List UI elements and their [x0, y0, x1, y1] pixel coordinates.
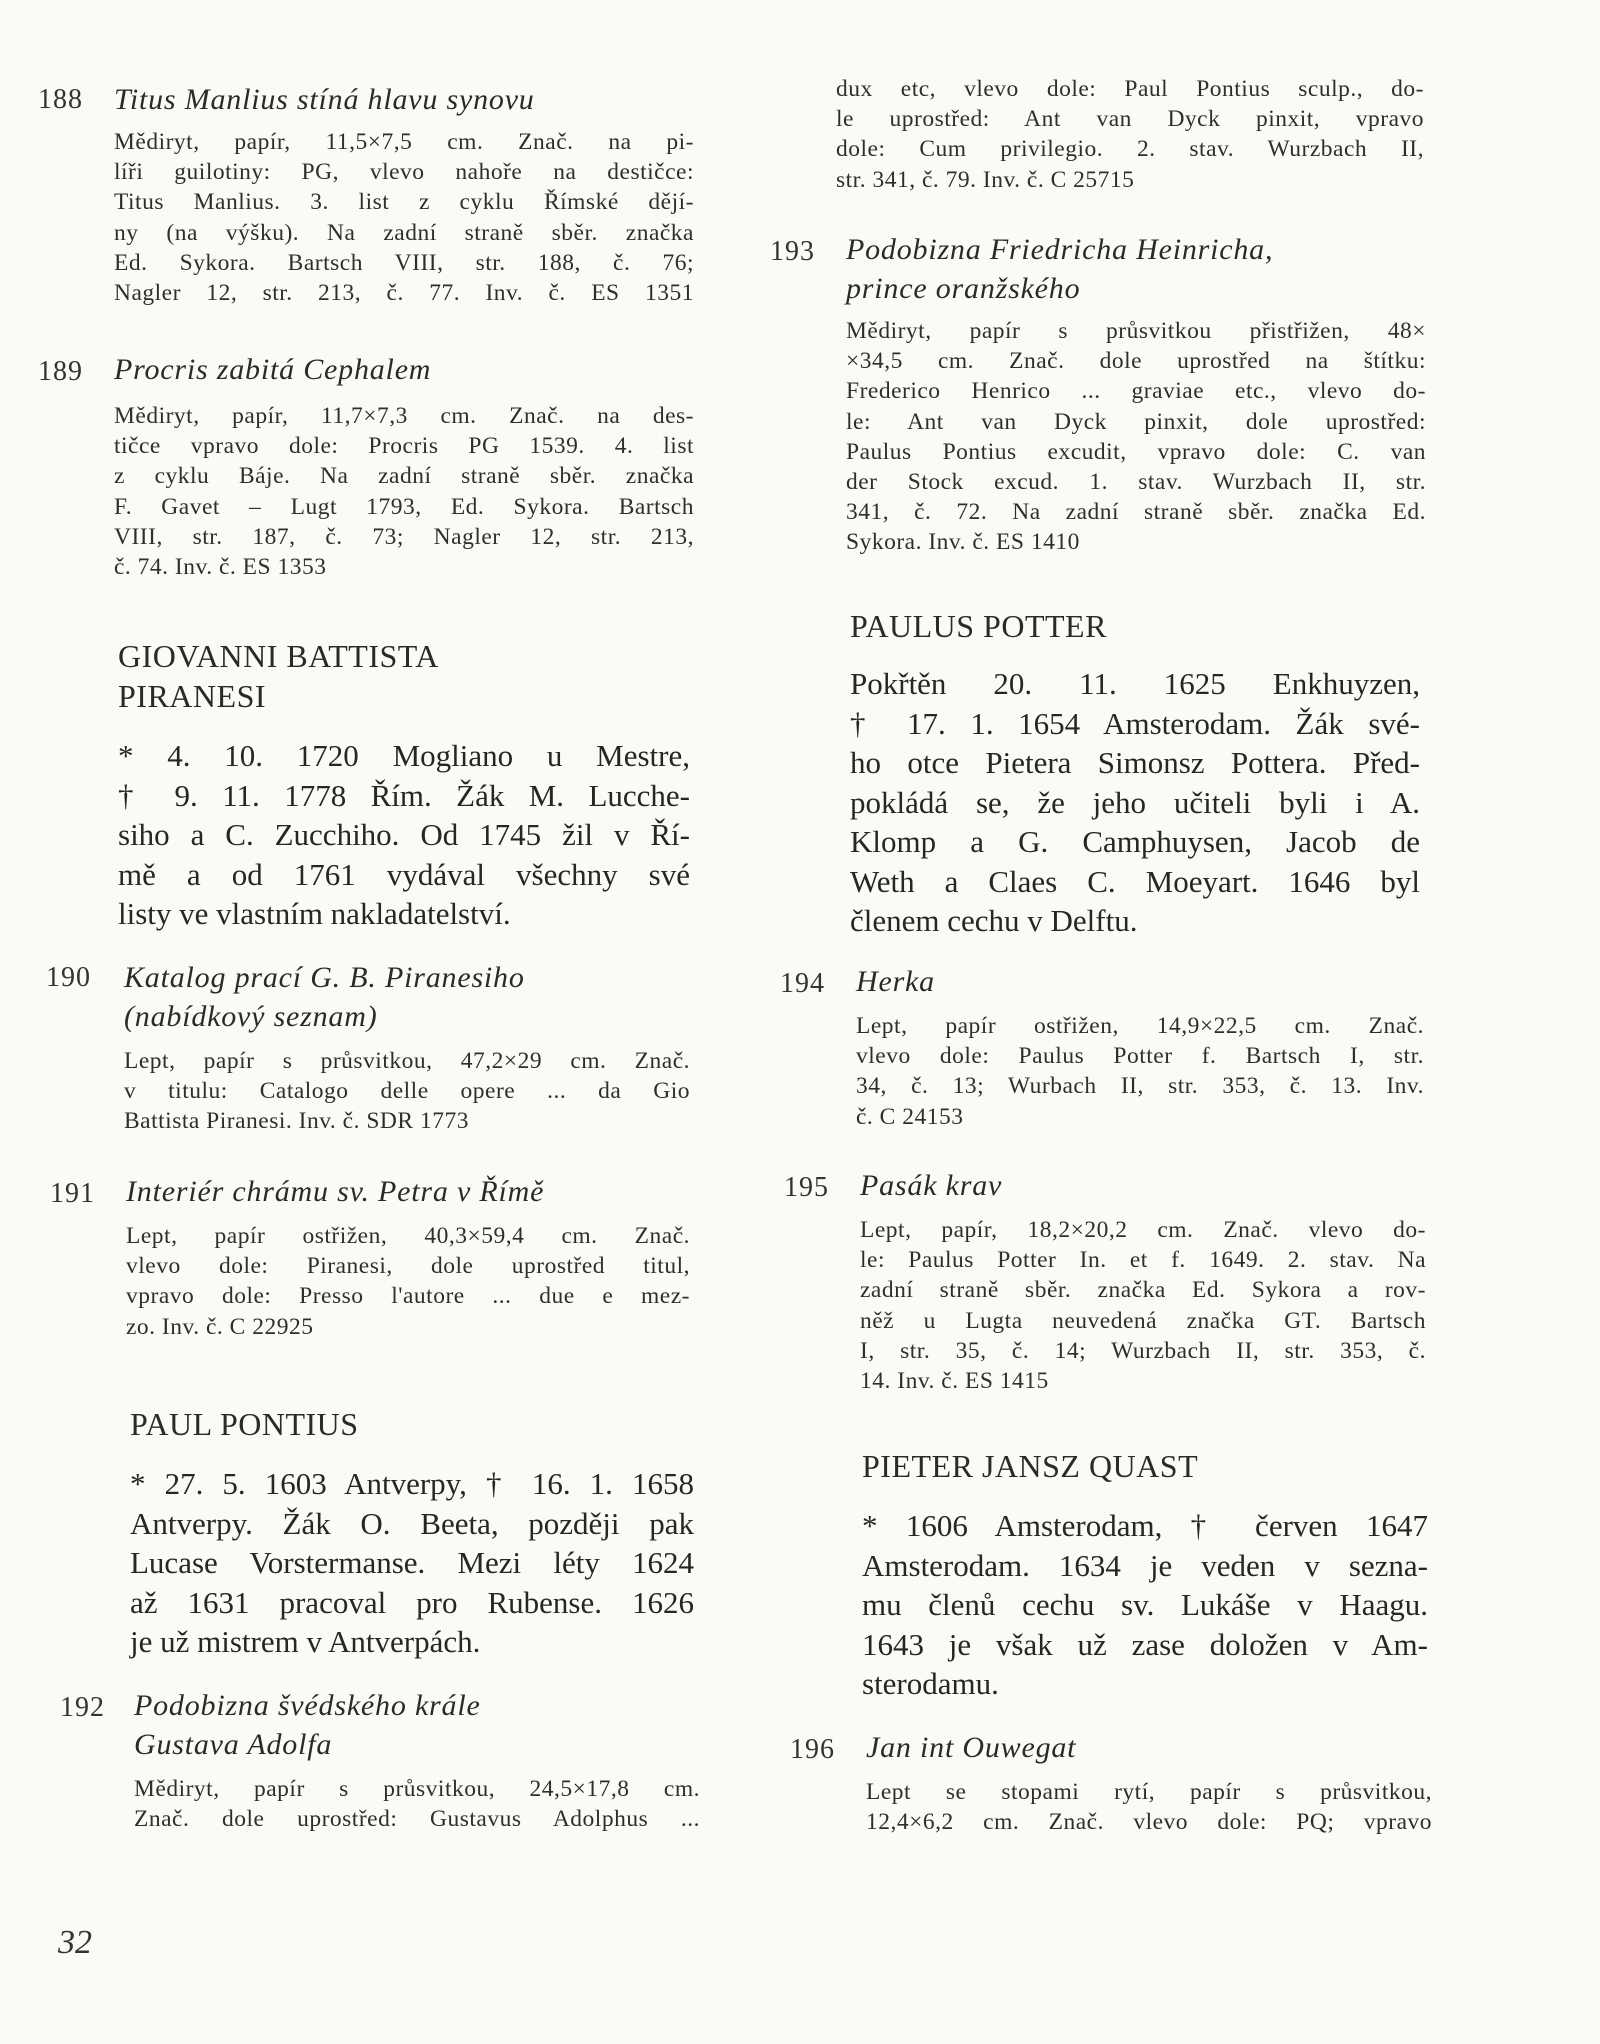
entry-title	[856, 962, 1424, 1001]
desc-line: F. Gavet – Lugt 1793, Ed. Sykora. Bartsch	[114, 493, 694, 520]
desc-line: le: Paulus Potter In. et f. 1649. 2. stav. Na	[860, 1247, 1426, 1274]
entry-title-line: prince oranžského	[846, 272, 1081, 305]
artist-name-line: PAUL PONTIUS	[130, 1406, 359, 1442]
desc-line: vlevo dole: Piranesi, dole uprostřed titul,	[126, 1253, 690, 1280]
entry-title-line: Gustava Adolfa	[134, 1728, 333, 1761]
desc-line: Mědiryt, papír s průsvitkou přistřižen, 48×	[846, 318, 1426, 344]
bio-line: Weth a Claes C. Moeyart. 1646 byl	[850, 863, 1420, 899]
desc-line: 12,4×6,2 cm. Znač. vlevo dole: PQ; vpravo	[866, 1809, 1432, 1836]
entry-title-line: Herka	[856, 965, 935, 998]
artist-name-line: PIRANESI	[118, 678, 267, 714]
entry-number: 188	[38, 84, 83, 115]
desc-line: č. C 24153	[856, 1103, 964, 1130]
desc-line: líři guilotiny: PG, vlevo nahoře na destičce:	[114, 159, 694, 186]
catalog-entry-194	[856, 962, 1424, 1132]
desc-line: Sykora. Inv. č. ES 1410	[846, 529, 1080, 556]
page-number: 32	[58, 1924, 92, 1961]
desc-line: dole: Cum privilegio. 2. stav. Wurzbach II,	[836, 136, 1424, 163]
desc-line: Frederico Henrico ... graviae etc., vlevo do-	[846, 378, 1426, 405]
entry-description	[866, 1777, 1432, 1837]
entry-description	[124, 1046, 690, 1137]
desc-line: z cyklu Báje. Na zadní straně sběr. značka	[114, 463, 694, 490]
entry-number: 191	[50, 1178, 95, 1209]
entry-description	[134, 1774, 700, 1834]
desc-line: Lept, papír ostřižen, 14,9×22,5 cm. Znač.	[856, 1013, 1424, 1039]
bio-line: mě a od 1761 vydával všechny své	[118, 856, 690, 892]
desc-line: der Stock excud. 1. stav. Wurzbach II, str.	[846, 469, 1426, 496]
desc-line: v titulu: Catalogo delle opere ... da Gio	[124, 1078, 690, 1105]
bio-line: ho otce Pietera Simonsz Pottera. Před-	[850, 745, 1420, 780]
entry-title-line: Podobizna Friedricha Heinricha,	[846, 233, 1274, 266]
bio-line: * 1606 Amsterodam, † červen 1647	[862, 1508, 1428, 1543]
catalog-entry-192-continued	[836, 74, 1424, 195]
artist-name-line: PAULUS POTTER	[850, 608, 1107, 644]
bio-line: Antverpy. Žák O. Beeta, později pak	[130, 1505, 694, 1541]
desc-line: Titus Manlius. 3. list z cyklu Římské dějí-	[114, 189, 694, 216]
desc-line: I, str. 35, č. 14; Wurzbach II, str. 353, č.	[860, 1337, 1426, 1364]
desc-line: Lept, papír s průsvitkou, 47,2×29 cm. Znač.	[124, 1048, 690, 1074]
desc-line: Paulus Pontius excudit, vpravo dole: C. van	[846, 438, 1426, 465]
catalog-entry-192	[134, 1686, 700, 1834]
catalog-entry-191	[126, 1172, 690, 1342]
catalog-entry-195	[860, 1166, 1426, 1396]
desc-line: č. 74. Inv. č. ES 1353	[114, 554, 327, 581]
entry-number: 193	[770, 236, 815, 267]
bio-line: pokládá se, že jeho učiteli byli i A.	[850, 784, 1420, 820]
desc-line: le uprostřed: Ant van Dyck pinxit, vpravo	[836, 106, 1424, 133]
entry-title	[866, 1728, 1432, 1767]
artist-heading	[130, 1404, 359, 1444]
entry-title	[126, 1172, 690, 1211]
desc-line: vlevo dole: Paulus Potter f. Bartsch I, str.	[856, 1043, 1424, 1070]
desc-line: Mědiryt, papír, 11,7×7,3 cm. Znač. na des-	[114, 403, 694, 429]
bio-line: Lucase Vorstermanse. Mezi léty 1624	[130, 1545, 694, 1580]
desc-line: dux etc, vlevo dole: Paul Pontius sculp., do-	[836, 76, 1424, 102]
desc-line: ny (na výšku). Na zadní straně sběr. značka	[114, 219, 694, 246]
entry-description	[836, 74, 1424, 195]
desc-line: 34, č. 13; Wurbach II, str. 353, č. 13. Inv.	[856, 1073, 1424, 1100]
desc-line: le: Ant van Dyck pinxit, dole uprostřed:	[846, 408, 1426, 435]
desc-line: Znač. dole uprostřed: Gustavus Adolphus ...	[134, 1806, 700, 1833]
desc-line: Lept, papír, 18,2×20,2 cm. Znač. vlevo do-	[860, 1217, 1426, 1243]
artist-name-line: GIOVANNI BATTISTA	[118, 638, 439, 674]
entry-number: 196	[790, 1734, 835, 1765]
entry-title	[114, 350, 694, 389]
entry-number: 195	[784, 1172, 829, 1203]
catalog-entry-196	[866, 1728, 1432, 1837]
entry-number: 192	[60, 1692, 105, 1723]
artist-biography	[862, 1506, 1428, 1704]
desc-line: zo. Inv. č. C 22925	[126, 1313, 314, 1340]
desc-line: Lept, papír ostřižen, 40,3×59,4 cm. Znač.	[126, 1223, 690, 1249]
desc-line: 14. Inv. č. ES 1415	[860, 1368, 1049, 1395]
entry-description	[856, 1011, 1424, 1132]
desc-line: Lept se stopami rytí, papír s průsvitkou,	[866, 1779, 1432, 1805]
entry-description	[114, 401, 694, 582]
bio-line: listy ve vlastním nakladatelství.	[118, 896, 511, 931]
bio-line: Amsterodam. 1634 je veden v sezna-	[862, 1547, 1428, 1583]
artist-biography	[850, 664, 1420, 941]
desc-line: zadní straně sběr. značka Ed. Sykora a rov-	[860, 1277, 1426, 1304]
desc-line: tičce vpravo dole: Procris PG 1539. 4. list	[114, 433, 694, 460]
entry-description	[846, 316, 1426, 558]
desc-line: Ed. Sykora. Bartsch VIII, str. 188, č. 76;	[114, 249, 694, 276]
bio-line: mu členů cechu sv. Lukáše v Haagu.	[862, 1587, 1428, 1622]
desc-line: Battista Piranesi. Inv. č. SDR 1773	[124, 1108, 469, 1135]
desc-line: něž u Lugta neuvedená značka GT. Bartsch	[860, 1307, 1426, 1334]
entry-title-line: Podobizna švédského krále	[134, 1689, 481, 1722]
catalog-entry-193	[846, 230, 1426, 558]
desc-line: VIII, str. 187, č. 73; Nagler 12, str. 213,	[114, 523, 694, 550]
desc-line: Nagler 12, str. 213, č. 77. Inv. č. ES 1351	[114, 280, 694, 307]
artist-heading	[862, 1446, 1198, 1486]
bio-line: členem cechu v Delftu.	[850, 903, 1138, 938]
bio-line: siho a C. Zucchiho. Od 1745 žil v Ří-	[118, 817, 690, 852]
bio-line: * 4. 10. 1720 Mogliano u Mestre,	[118, 738, 690, 773]
entry-title-line: Titus Manlius stíná hlavu synovu	[114, 83, 535, 116]
catalog-entry-189	[114, 350, 694, 582]
bio-line: až 1631 pracoval pro Rubense. 1626	[130, 1584, 694, 1620]
bio-line: † 17. 1. 1654 Amsterodam. Žák své-	[850, 705, 1420, 741]
desc-line: str. 341, č. 79. Inv. č. C 25715	[836, 166, 1135, 193]
artist-name-line: PIETER JANSZ QUAST	[862, 1448, 1199, 1484]
catalog-entry-188	[114, 80, 694, 308]
artist-biography	[118, 736, 690, 934]
entry-title-line: Interiér chrámu sv. Petra v Římě	[126, 1175, 545, 1208]
entry-title-line: Katalog prací G. B. Piranesiho	[124, 961, 525, 994]
bio-line: sterodamu.	[862, 1666, 999, 1701]
entry-description	[114, 127, 694, 308]
artist-heading	[118, 636, 439, 716]
entry-description	[126, 1221, 690, 1342]
artist-biography	[130, 1464, 694, 1662]
entry-number: 194	[780, 968, 825, 999]
entry-title	[134, 1686, 700, 1764]
entry-title	[846, 230, 1426, 308]
entry-title-line: Procris zabitá Cephalem	[114, 353, 432, 386]
catalog-entry-190	[124, 958, 690, 1137]
artist-heading	[850, 606, 1107, 646]
bio-line: 1643 je však už zase doložen v Am-	[862, 1626, 1428, 1662]
desc-line: vpravo dole: Presso l'autore ... due e mez-	[126, 1283, 690, 1310]
entry-title	[114, 80, 694, 119]
entry-title	[124, 958, 690, 1036]
desc-line: 341, č. 72. Na zadní straně sběr. značka Ed.	[846, 499, 1426, 526]
entry-number: 190	[46, 962, 91, 993]
desc-line: Mědiryt, papír, 11,5×7,5 cm. Znač. na pi-	[114, 129, 694, 155]
entry-title	[860, 1166, 1426, 1205]
desc-line: Mědiryt, papír s průsvitkou, 24,5×17,8 cm.	[134, 1776, 700, 1802]
entry-title-line: Pasák krav	[860, 1169, 1003, 1202]
bio-line: Pokřtěn 20. 11. 1625 Enkhuyzen,	[850, 666, 1420, 701]
bio-line: je už mistrem v Antverpách.	[130, 1624, 481, 1659]
entry-title-line: (nabídkový seznam)	[124, 1000, 378, 1033]
bio-line: * 27. 5. 1603 Antverpy, † 16. 1. 1658	[130, 1466, 694, 1501]
desc-line: ×34,5 cm. Znač. dole uprostřed na štítku:	[846, 348, 1426, 375]
bio-line: † 9. 11. 1778 Řím. Žák M. Lucche-	[118, 777, 690, 813]
entry-title-line: Jan int Ouwegat	[866, 1731, 1077, 1764]
entry-number: 189	[38, 356, 83, 387]
bio-line: Klomp a G. Camphuysen, Jacob de	[850, 824, 1420, 859]
entry-description	[860, 1215, 1426, 1396]
